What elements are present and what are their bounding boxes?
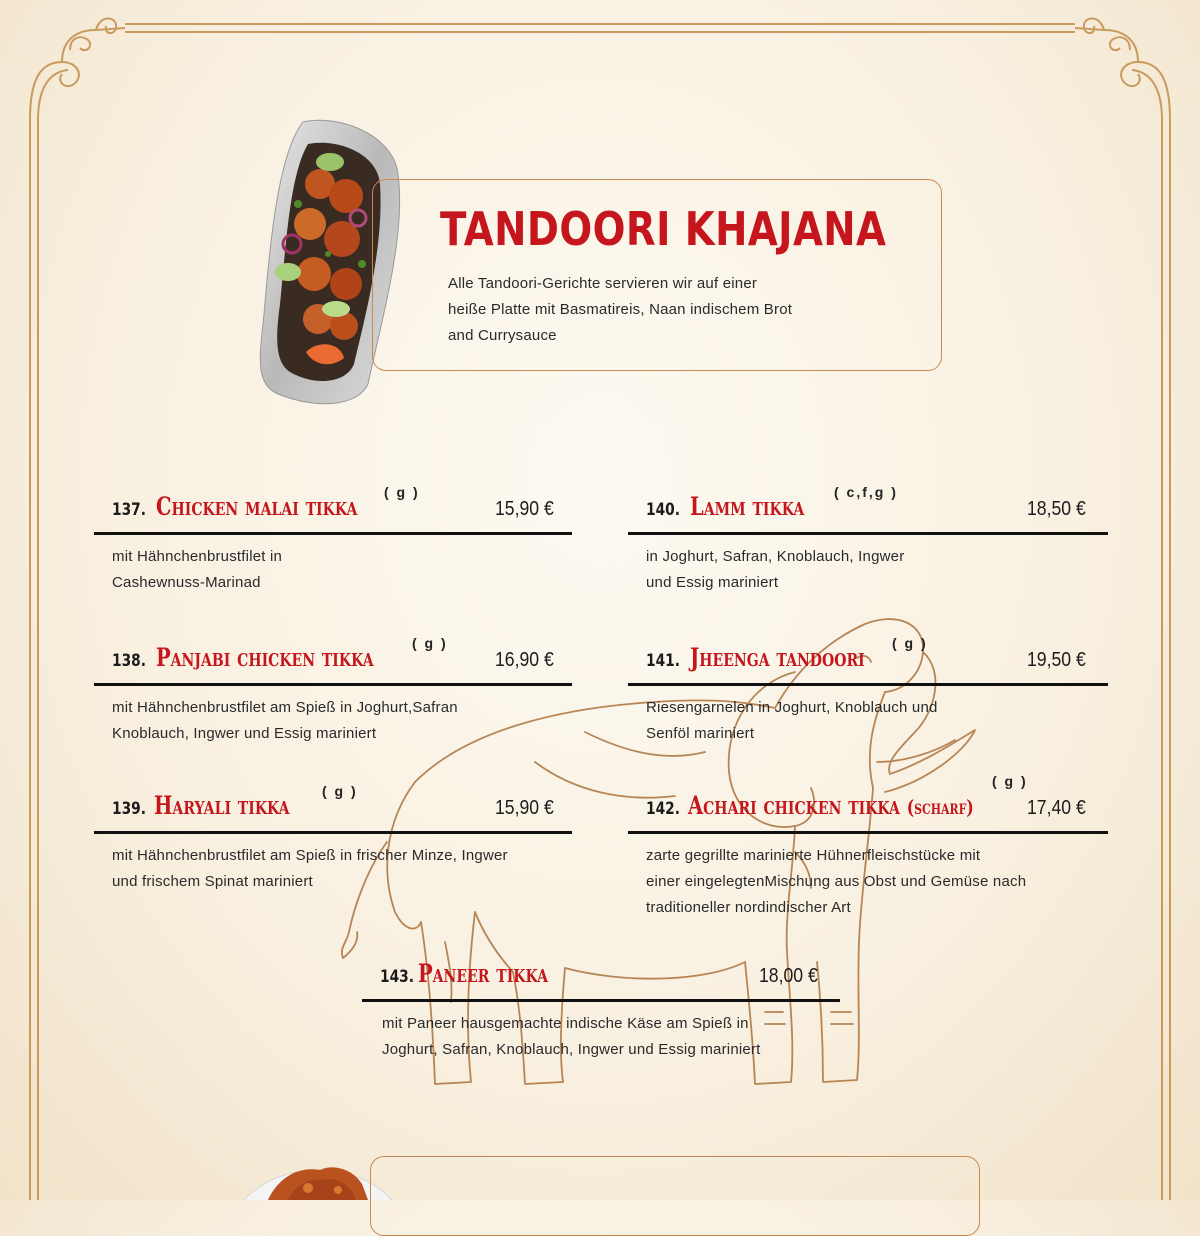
menu-item-header	[94, 486, 572, 526]
item-name: Panjabi chicken tikka	[156, 643, 374, 672]
menu-item-138	[94, 637, 572, 757]
item-description	[646, 544, 904, 596]
menu-item-143	[362, 953, 840, 1073]
item-allergens: ( g )	[384, 484, 420, 500]
item-description-line: mit Hähnchenbrustfilet am Spieß in frischer Minze, Ingwer	[112, 847, 508, 864]
item-description-line: traditioneller nordindischer Art	[646, 899, 851, 916]
item-description	[646, 843, 1026, 921]
item-number: 141.	[646, 651, 680, 671]
item-description-line: in Joghurt, Safran, Knoblauch, Ingwer	[646, 548, 905, 565]
item-name-text: Achari chicken tikka	[688, 791, 900, 820]
item-allergens: ( c,f,g )	[834, 484, 898, 500]
header-description-line: and Currysauce	[448, 327, 557, 344]
item-number: 138.	[112, 651, 146, 671]
item-number: 139.	[112, 799, 146, 819]
item-divider	[628, 532, 1108, 535]
item-description-line: Senföl mariniert	[646, 725, 755, 742]
item-description-line: einer eingelegtenMischung aus Obst und Gemüse nach	[646, 873, 1027, 890]
item-price: 18,00 €	[759, 965, 818, 987]
item-allergens: ( g )	[992, 773, 1028, 789]
header-description	[448, 271, 848, 349]
item-price: 17,40 €	[1027, 797, 1086, 819]
item-allergens: ( g )	[322, 783, 358, 799]
item-description	[382, 1011, 761, 1063]
item-name: Jheenga tandoori	[690, 643, 865, 672]
item-name	[688, 791, 974, 820]
item-description-line: Riesengarnelen in Joghurt, Knoblauch und	[646, 699, 938, 716]
page-title: TANDOORI KHAJANA	[440, 202, 887, 256]
item-divider	[362, 999, 840, 1002]
item-divider	[94, 831, 572, 834]
item-description-line: mit Paneer hausgemachte indische Käse am Spieß in	[382, 1015, 749, 1032]
item-description	[112, 695, 458, 747]
menu-item-header	[94, 637, 572, 677]
header-description-line: Alle Tandoori-Gerichte servieren wir auf einer	[448, 275, 758, 292]
menu-item-137	[94, 486, 572, 606]
menu-item-141	[628, 637, 1108, 757]
menu-item-header	[94, 785, 572, 825]
item-allergens: ( g )	[892, 635, 928, 651]
item-price: 15,90 €	[495, 797, 554, 819]
item-description-line: Knoblauch, Ingwer und Essig mariniert	[112, 725, 377, 742]
item-divider	[628, 683, 1108, 686]
item-price: 19,50 €	[1027, 649, 1086, 671]
menu-item-header	[362, 953, 840, 993]
menu-item-header	[628, 486, 1108, 526]
item-number: 137.	[112, 500, 146, 520]
item-name: Chicken malai tikka	[156, 492, 358, 521]
item-description-line: zarte gegrillte marinierte Hühnerfleischstücke mit	[646, 847, 981, 864]
next-section-box	[370, 1156, 980, 1236]
item-number: 142.	[646, 799, 680, 819]
item-description-line: und frischem Spinat mariniert	[112, 873, 313, 890]
item-description-line: mit Hähnchenbrustfilet in	[112, 548, 283, 565]
item-divider	[628, 831, 1108, 834]
item-number: 143.	[380, 967, 414, 987]
item-name: Lamm tikka	[690, 492, 805, 521]
item-description	[646, 695, 938, 747]
item-allergens: ( g )	[412, 635, 448, 651]
item-price: 16,90 €	[495, 649, 554, 671]
item-divider	[94, 532, 572, 535]
menu-item-140	[628, 486, 1108, 606]
item-divider	[94, 683, 572, 686]
item-description	[112, 544, 282, 596]
item-price: 18,50 €	[1027, 498, 1086, 520]
header-description-line: heiße Platte mit Basmatireis, Naan indischem Brot	[448, 301, 793, 318]
menu-item-139	[94, 785, 572, 905]
item-price: 15,90 €	[495, 498, 554, 520]
menu-item-header	[628, 773, 1108, 825]
item-description-line: Cashewnuss-Marinad	[112, 574, 261, 591]
item-spicy-label: (scharf)	[906, 795, 974, 819]
item-description	[112, 843, 508, 895]
item-description-line: mit Hähnchenbrustfilet am Spieß in Joghurt,Safran	[112, 699, 458, 716]
item-name: Paneer tikka	[418, 959, 549, 988]
item-description-line: Joghurt, Safran, Knoblauch, Ingwer und Essig mariniert	[382, 1041, 761, 1058]
menu-item-header	[628, 637, 1108, 677]
item-name: Haryali tikka	[154, 791, 290, 820]
menu-item-142	[628, 773, 1108, 916]
item-number: 140.	[646, 500, 680, 520]
item-description-line: und Essig mariniert	[646, 574, 779, 591]
